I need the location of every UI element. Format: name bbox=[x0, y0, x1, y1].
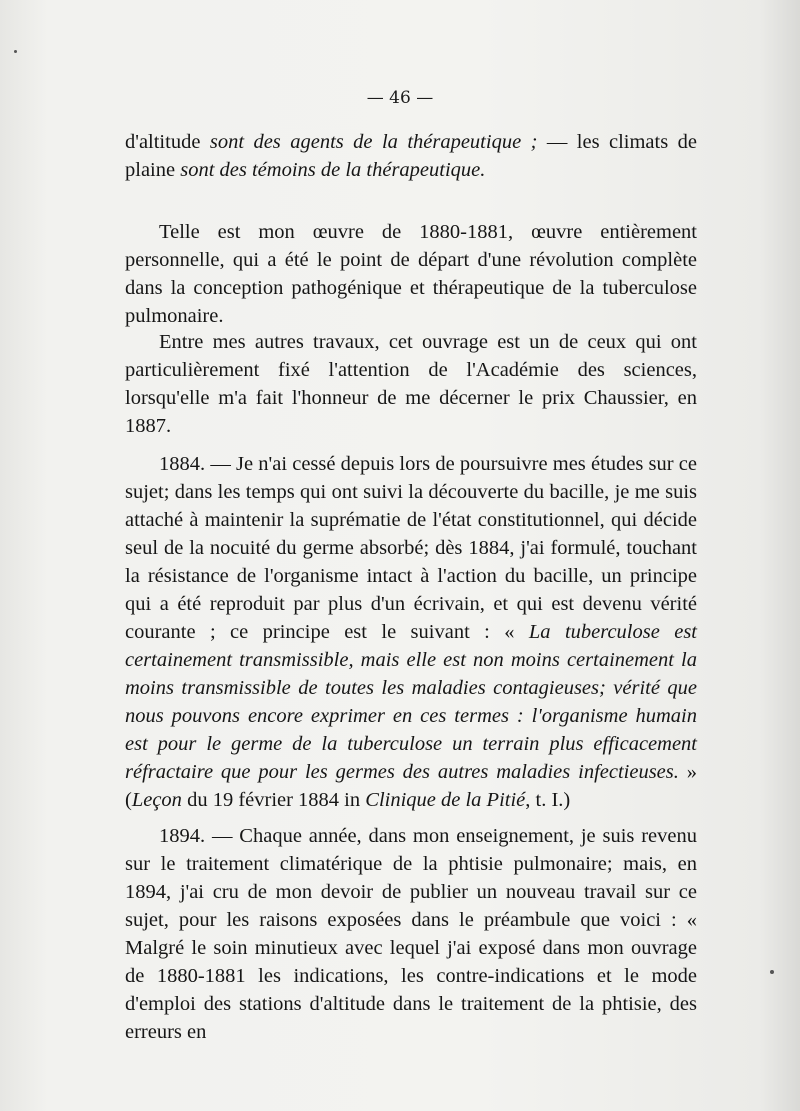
paragraph-4-italic-lecon: Leçon bbox=[131, 789, 182, 811]
paragraph-4-text-b: » ( bbox=[125, 761, 698, 811]
paragraph-4 bbox=[125, 450, 697, 814]
paragraph-4-italic-clinique: Clinique de la Pitié bbox=[365, 789, 526, 811]
paragraph-4-text-a: 1884. — Je n'ai cessé depuis lors de poursuivre mes études sur ce sujet; dans les temps qui ont suivi la découverte du bacille, je me suis attaché à maintenir la suprématie de l'état constitutionnel, qui décide seul de la nocuité du germe absorbé; dès 1884, j'ai formulé, touchant la résistance de l'organisme intact à l'action du bacille, un principe qui a été reproduit par plus d'un écrivain, et qui est devenu vérité courante ; ce principe est le suivant : « bbox=[125, 453, 697, 643]
paragraph-1-italic-b: sont des témoins de la thérapeutique. bbox=[180, 159, 486, 181]
paragraph-4-text-d: , t. I.) bbox=[525, 789, 571, 811]
paragraph-1-text-b: — les climats de plaine bbox=[125, 131, 697, 181]
paragraph-2-text: Telle est mon œuvre de 1880-1881, œuvre entièrement personnelle, qui a été le point de départ d'une révolution complète dans la conception pathogénique et thérapeutique de la tuberculose pulmonaire. bbox=[125, 221, 697, 327]
paragraph-1-text-a: d'altitude bbox=[125, 131, 210, 153]
paragraph-1 bbox=[125, 128, 697, 184]
scan-speck bbox=[14, 50, 17, 53]
paragraph-4-quote: La tuberculose est certainement transmissible, mais elle est non moins certainement la moins transmissible de toutes les maladies contagieuses; vérité que nous pouvons encore exprimer en ces termes : l'organisme humain est pour le germe de la tuberculose un terrain plus efficacement réfractaire que pour les germes des autres maladies infectieuses. bbox=[125, 621, 697, 783]
paragraph-5 bbox=[125, 822, 697, 1046]
scan-speck bbox=[770, 970, 774, 974]
paragraph-5-text: 1894. — Chaque année, dans mon enseignement, je suis revenu sur le traitement climatérique de la phtisie pulmonaire; mais, en 1894, j'ai cru de mon devoir de publier un nouveau travail sur ce sujet, pour les raisons exposées dans le préambule que voici : « Malgré le soin minutieux avec lequel j'ai exposé dans mon ouvrage de 1880-1881 les indications, les contre-indications et le mode d'emploi des stations d'altitude dans le traitement de la phtisie, des erreurs en bbox=[125, 825, 697, 1043]
paragraph-4-text-c: du 19 février 1884 in bbox=[181, 789, 366, 811]
paragraph-1-italic-a: sont des agents de la thérapeutique ; bbox=[209, 131, 538, 153]
paragraph-2 bbox=[125, 218, 697, 330]
paragraph-3 bbox=[125, 328, 697, 440]
paragraph-3-text: Entre mes autres travaux, cet ouvrage est un de ceux qui ont particulièrement fixé l'attention de l'Académie des sciences, lorsqu'elle m'a fait l'honneur de me décerner le prix Chaussier, en 1887. bbox=[125, 331, 697, 437]
page-number: — 46 — bbox=[366, 88, 434, 108]
